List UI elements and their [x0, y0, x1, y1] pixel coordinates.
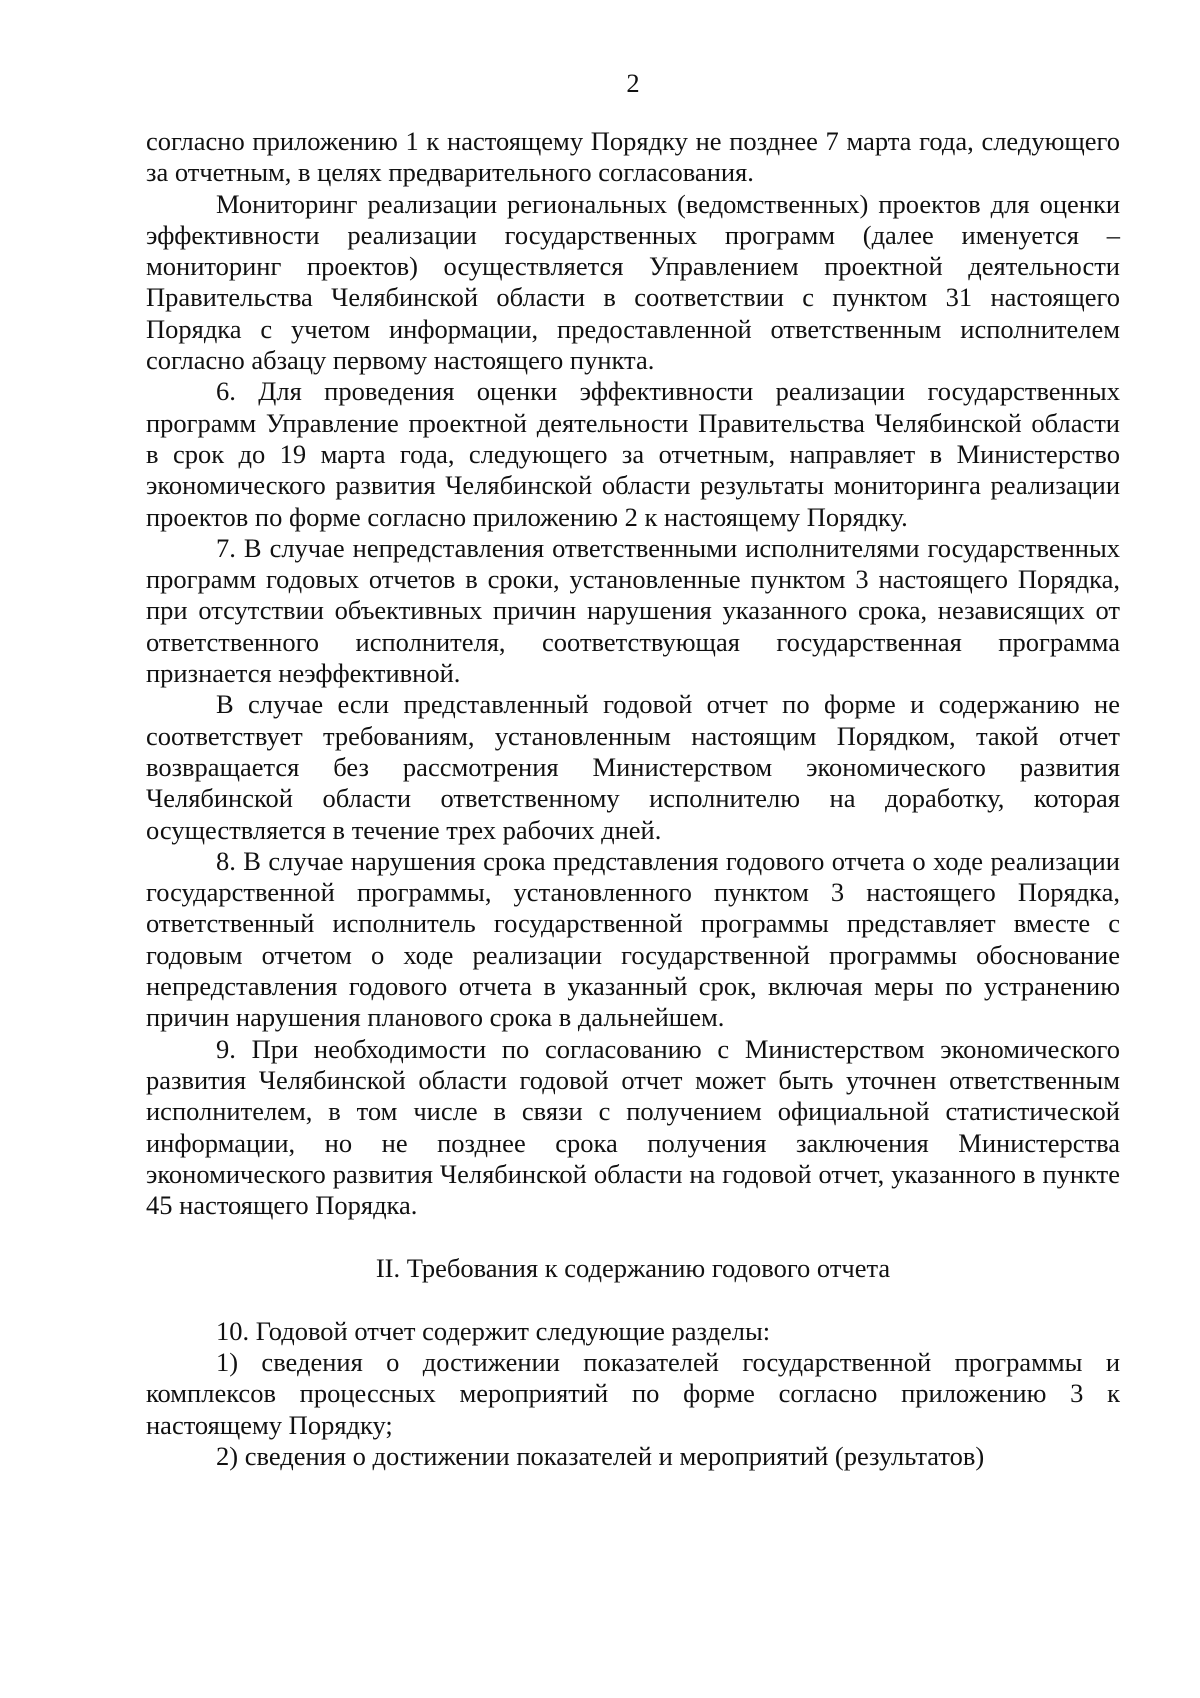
page-number: 2 [626, 68, 640, 98]
paragraph: 8. В случае нарушения срока представления годового отчета о ходе реализации государственной программы, установленного пунктом 3 настоящего Порядка, ответственный исполнитель государственной программы представляет вместе с годовым отчетом о ходе реализации государственной программы обоснование непредставления годового отчета в указанный срок, включая меры по устранению причин нарушения планового срока в дальнейшем. [146, 845, 1120, 1033]
paragraph: Мониторинг реализации региональных (ведомственных) проектов для оценки эффективности реализации государственных программ (далее именуется – мониторинг проектов) осуществляется Управлением проектной деятельности Правительства Челябинской области в соответствии с пунктом 31 настоящего Порядка с учетом информации, предоставленной ответственным исполнителем согласно абзацу первому настоящего пункта. [146, 188, 1120, 376]
paragraph: 7. В случае непредставления ответственными исполнителями государственных программ годовых отчетов в сроки, установленные пунктом 3 настоящего Порядка, при отсутствии объективных причин нарушения указанного срока, независящих от ответственного исполнителя, соответствующая государственная программа признается неэффективной. [146, 532, 1120, 689]
paragraph: 9. При необходимости по согласованию с Министерством экономического развития Челябинской области годовой отчет может быть уточнен ответственным исполнителем, в том числе в связи с получением официальной статистической информации, но не позднее срока получения заключения Министерства экономического развития Челябинской области на годовой отчет, указанного в пункте 45 настоящего Порядка. [146, 1033, 1120, 1221]
paragraph: 6. Для проведения оценки эффективности реализации государственных программ Управление проектной деятельности Правительства Челябинской области в срок до 19 марта года, следующего за отчетным, направляет в Министерство экономического развития Челябинской области результаты мониторинга реализации проектов по форме согласно приложению 2 к настоящему Порядку. [146, 376, 1120, 532]
document-body [146, 126, 1120, 1472]
paragraph: 1) сведения о достижении показателей государственной программы и комплексов процессных мероприятий по форме согласно приложению 3 к настоящему Порядку; [146, 1346, 1120, 1440]
paragraph: согласно приложению 1 к настоящему Порядку не позднее 7 марта года, следующего за отчетным, в целях предварительного согласования. [146, 126, 1120, 188]
section-heading: II. Требования к содержанию годового отчета [375, 1253, 891, 1284]
paragraph: В случае если представленный годовой отчет по форме и содержанию не соответствует требованиям, установленным настоящим Порядком, такой отчет возвращается без рассмотрения Министерством экономического развития Челябинской области ответственному исполнителю на доработку, которая осуществляется в течение трех рабочих дней. [146, 689, 1120, 845]
paragraph: 2) сведения о достижении показателей и мероприятий (результатов) [216, 1440, 985, 1471]
paragraph: 10. Годовой отчет содержит следующие разделы: [216, 1315, 771, 1346]
